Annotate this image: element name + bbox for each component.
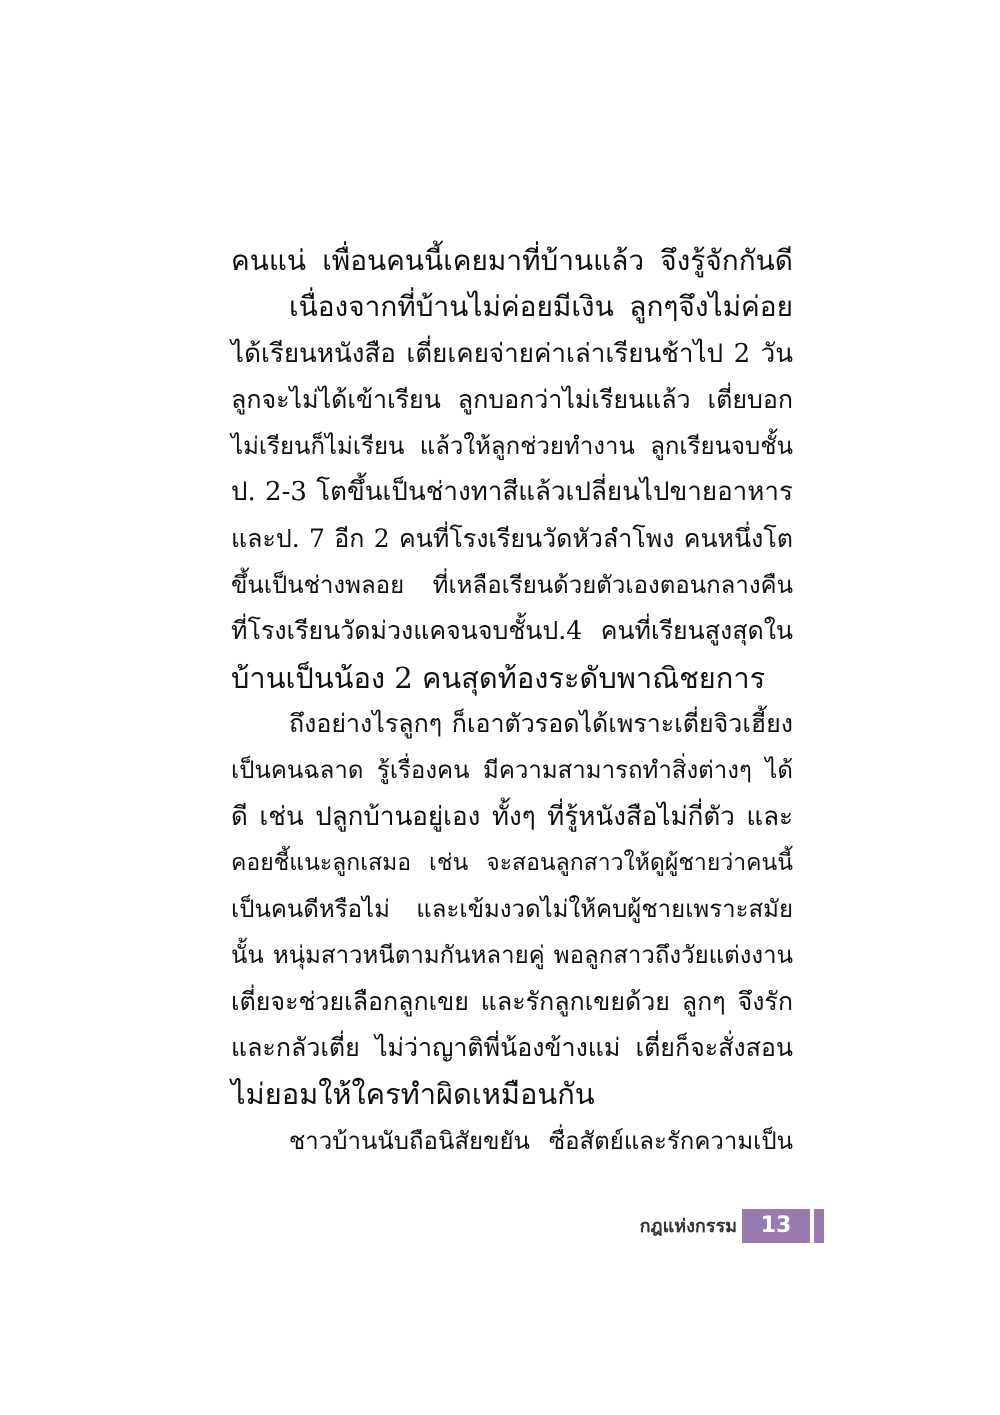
text-line: และกลัวเตี่ย ไม่ว่าญาติพี่น้องข้างแม่ เตี่ยก็จะสั่งสอน (231, 1033, 793, 1063)
text-line: เตี่ยจะช่วยเลือกลูกเขย และรักลูกเขยด้วย ลูกๆ จึงรัก (231, 986, 793, 1016)
text-line: ลูกจะไม่ได้เข้าเรียน ลูกบอกว่าไม่เรียนแล้ว เตี่ยบอก (231, 384, 793, 414)
text-line: ไม่เรียนก็ไม่เรียน แล้วให้ลูกช่วยทำงาน ลูกเรียนจบชั้น (231, 432, 793, 461)
page-edge-bar (814, 1209, 824, 1243)
text-line: ที่โรงเรียนวัดม่วงแคจนจบชั้นป.4 คนที่เรียนสูงสุดใน (231, 616, 793, 646)
text-line: ไม่ยอมให้ใครทำผิดเหมือนกัน (231, 1077, 595, 1112)
page-body-text (231, 238, 793, 1164)
text-line: คอยชี้แนะลูกเสมอ เช่น จะสอนลูกสาวให้ดูผู้ชายว่าคนนี้ (231, 849, 793, 876)
text-line: ได้เรียนหนังสือ เตี่ยเคยจ่ายค่าเล่าเรียนช้าไป 2 วัน (231, 338, 793, 369)
text-line: บ้านเป็นน้อง 2 คนสุดท้องระดับพาณิชยการ (231, 660, 766, 695)
text-line: ดี เช่น ปลูกบ้านอยู่เอง ทั้งๆ ที่รู้หนังสือไม่กี่ตัว และ (231, 801, 793, 832)
text-line: เนื่องจากที่บ้านไม่ค่อยมีเงิน ลูกๆจึงไม่ค่อย (289, 290, 793, 324)
text-line: ป. 2-3 โตขึ้นเป็นช่างทาสีแล้วเปลี่ยนไปขายอาหาร (231, 477, 793, 508)
text-line: คนแน่ เพื่อนคนนี้เคยมาที่บ้านแล้ว จึงรู้จักกันดี (231, 244, 793, 277)
text-line: นั้น หนุ่มสาวหนีตามกันหลายคู่ พอลูกสาวถึงวัยแต่งงาน (231, 941, 793, 970)
text-line: ขึ้นเป็นช่างพลอย ที่เหลือเรียนด้วยตัวเองตอนกลางคืน (231, 571, 793, 600)
page-footer (0, 1209, 1000, 1243)
text-line: และป. 7 อีก 2 คนที่โรงเรียนวัดหัวลำโพง คนหนึ่งโต (231, 523, 793, 553)
text-line: เป็นคนฉลาด รู้เรื่องคน มีความสามารถทำสิ่งต่างๆ ได้ (231, 756, 793, 785)
text-line: ถึงอย่างไรลูกๆ ก็เอาตัวรอดได้เพราะเตี่ยจิวเฮี้ยง (289, 708, 793, 738)
book-title: กฎแห่งกรรม (639, 1216, 737, 1237)
text-line: เป็นคนดีหรือไม่ และเข้มงวดไม่ให้คบผู้ชายเพราะสมัย (231, 895, 793, 924)
page-number-badge: 13 (742, 1209, 810, 1243)
text-line: ชาวบ้านนับถือนิสัยขยัน ซื่อสัตย์และรักความเป็น (289, 1126, 793, 1155)
